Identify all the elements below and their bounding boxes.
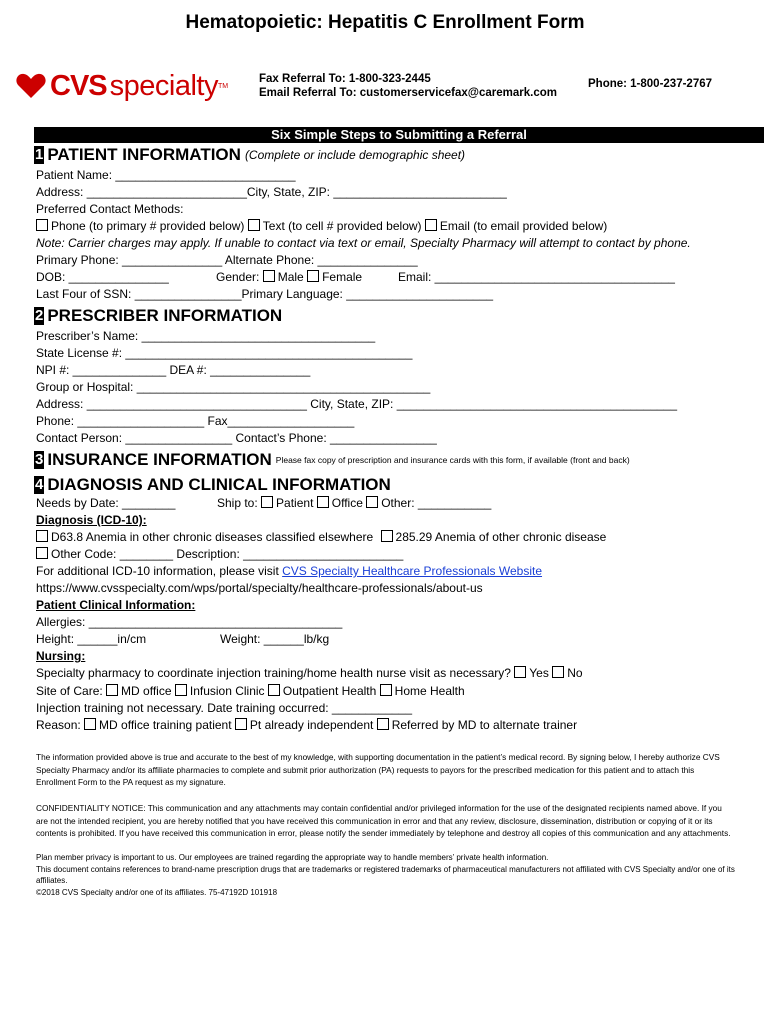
gender-group [216,270,362,284]
section-note: Please fax copy of prescription and insurance cards with this form, if available (front and back) [275,455,630,465]
reason-row [36,718,577,732]
checkbox[interactable] [366,496,378,508]
checkbox[interactable] [175,684,187,696]
option-label: No [567,666,583,680]
option-label: Pt already independent [249,718,374,732]
checkbox[interactable] [377,718,389,730]
trademark-text: This document contains references to brand-name prescription drugs that are trademarks or registered trademarks of pharmaceutical manufacturers not affiliated with CVS Specialty and/or one of its affiliates. [36,865,735,885]
phone-fields[interactable]: Primary Phone: _______________ Alternate Phone: _______________ [36,253,418,267]
checkbox[interactable] [106,684,118,696]
diagnosis-options [36,530,606,544]
heart-icon [16,73,46,99]
fax-referral: Fax Referral To: 1-800-323-2445 [259,73,431,85]
site-label: Site of Care: [36,684,103,698]
injection-training-field[interactable]: Injection training not necessary. Date training occurred: ____________ [36,701,413,715]
logo-tm: TM [217,82,229,90]
steps-banner: Six Simple Steps to Submitting a Referral [34,127,764,143]
section-number: 3 [35,451,44,468]
option-label: 285.29 Anemia of other chronic disease [395,530,607,544]
checkbox[interactable] [307,270,319,282]
checkbox[interactable] [36,530,48,542]
prescriber-name-field[interactable]: Prescriber’s Name: ___________________________________ [36,329,376,343]
option-label: Referred by MD to alternate trainer [391,718,578,732]
section-note: (Complete or include demographic sheet) [244,148,466,162]
cvs-specialty-logo [16,66,228,106]
site-of-care-row [36,684,465,698]
checkbox[interactable] [268,684,280,696]
prescriber-address-field[interactable]: Address: _________________________________ City, State, ZIP: __________________________________________ [36,397,678,411]
option-label: Yes [529,666,549,680]
checkbox[interactable] [36,219,48,231]
checkbox[interactable] [84,718,96,730]
option-label: Male [277,270,304,284]
ship-to-label: Ship to: [217,496,258,510]
checkbox[interactable] [261,496,273,508]
option-label: Outpatient Health [282,684,377,698]
contact-methods [36,219,607,233]
patient-address-field[interactable]: Address: ________________________City, State, ZIP: __________________________ [36,185,507,199]
option-label: Text (to cell # provided below) [262,219,422,233]
email-field[interactable]: Email: ____________________________________ [398,270,675,284]
icd-url: https://www.cvsspecialty.com/wps/portal/specialty/healthcare-professionals/about-us [36,581,483,595]
option-label: Email (to email provided below) [439,219,608,233]
email-referral: Email Referral To: customerservicefax@caremark.com [259,87,558,99]
diagnosis-label: Diagnosis (ICD-10): [36,513,147,527]
weight-field[interactable]: Weight: ______lb/kg [220,632,330,646]
section-number: 2 [35,307,44,324]
option-label: Female [322,270,363,284]
confidentiality-notice: CONFIDENTIALITY NOTICE: This communication and any attachments may contain confidential and/or privileged information for the use of the designated recipients named above. If you are not the intended recipient, you are hereby notified that you have received this communication in error and that any review, disclosure, dissemination, distribution or copying of it or its contents is prohibited. If you have received this communication in error, please notify the sender immediately by telephone and destroy all copies of this communication and any attachments. [36,803,731,838]
phone-fax-field[interactable]: Phone: ___________________ Fax___________________ [36,414,355,428]
logo-sub: specialty [109,69,218,102]
nursing-question-row [36,666,583,680]
section-title: PATIENT INFORMATION [47,145,241,164]
ship-to-group [217,496,491,510]
checkbox[interactable] [380,684,392,696]
checkbox[interactable] [425,219,437,231]
other-code-row [36,547,403,561]
checkbox[interactable] [317,496,329,508]
patient-name-field[interactable]: Patient Name: ___________________________ [36,168,296,182]
other-code-field[interactable]: Other Code: ________ Description: ________________________ [51,547,404,561]
checkbox[interactable] [263,270,275,282]
checkbox[interactable] [248,219,260,231]
section-diagnosis-heading [34,475,391,495]
npi-dea-field[interactable]: NPI #: ______________ DEA #: _______________ [36,363,311,377]
checkbox[interactable] [36,547,48,559]
option-label: Other: ___________ [381,496,492,510]
option-label: Phone (to primary # provided below) [51,219,245,233]
nursing-label: Nursing: [36,649,86,663]
section-number: 4 [35,476,44,493]
section-title: DIAGNOSIS AND CLINICAL INFORMATION [47,475,391,494]
section-title: PRESCRIBER INFORMATION [47,306,283,325]
nursing-question: Specialty pharmacy to coordinate injection training/home health nurse visit as necessary? [36,666,511,680]
reason-label: Reason: [36,718,81,732]
form-title: Hematopoietic: Hepatitis C Enrollment Form [185,12,585,33]
option-label: MD office [121,684,172,698]
option-label: Office [331,496,363,510]
carrier-note: Note: Carrier charges may apply. If unable to contact via text or email, Specialty Pharmacy will attempt to contact by phone. [36,236,691,250]
needs-by-field[interactable]: Needs by Date: ________ [36,496,176,510]
section-patient-heading [34,145,465,165]
logo-word: CVS [50,69,107,102]
phone-number: Phone: 1-800-237-2767 [588,78,713,90]
group-field[interactable]: Group or Hospital: ____________________________________________ [36,380,431,394]
privacy-text: Plan member privacy is important to us. Our employees are trained regarding the appropriate way to handle members’ private health information. [36,853,549,862]
option-label: Patient [276,496,314,510]
option-label: D63.8 Anemia in other chronic diseases classified elsewhere [51,530,374,544]
preferred-contact-label: Preferred Contact Methods: [36,202,184,216]
checkbox[interactable] [514,666,526,678]
attestation-text: The information provided above is true and accurate to the best of my knowledge, with supporting documentation in the patient’s medical record. By signing below, I hereby authorize CVS Specialty Pharmacy and/or its affiliate pharmacies to complete and submit prior authorization (PA) requests to payors for the prescribed medication for this patient and to attach this Enrollment Form to the PA request as my signature. [36,752,720,787]
section-number: 1 [35,146,44,163]
height-field[interactable]: Height: ______in/cm [36,632,147,646]
section-prescriber-heading [34,306,282,326]
option-label: Home Health [394,684,465,698]
contact-person-field[interactable]: Contact Person: ________________ Contact’s Phone: ________________ [36,431,437,445]
icd-info-row [36,564,542,578]
copyright: ©2018 CVS Specialty and/or one of its affiliates. 75-47192D 101918 [36,888,278,897]
referral-contact [259,72,557,100]
checkbox[interactable] [235,718,247,730]
allergies-field[interactable]: Allergies: ______________________________________ [36,615,343,629]
icd-info-text: For additional ICD-10 information, please visit [36,564,279,578]
dob-field[interactable]: DOB: _______________ [36,270,169,284]
option-label: MD office training patient [99,718,232,732]
ssn-language-field[interactable]: Last Four of SSN: ________________Primary Language: ______________________ [36,287,494,301]
clinical-info-label: Patient Clinical Information: [36,598,196,612]
checkbox[interactable] [552,666,564,678]
checkbox[interactable] [381,530,393,542]
section-title: INSURANCE INFORMATION [47,450,272,469]
section-insurance-heading [34,450,630,470]
state-license-field[interactable]: State License #: ___________________________________________ [36,346,413,360]
gender-label: Gender: [216,270,260,284]
option-label: Infusion Clinic [189,684,265,698]
cvs-hcp-website-link[interactable]: CVS Specialty Healthcare Professionals Website [282,564,543,578]
